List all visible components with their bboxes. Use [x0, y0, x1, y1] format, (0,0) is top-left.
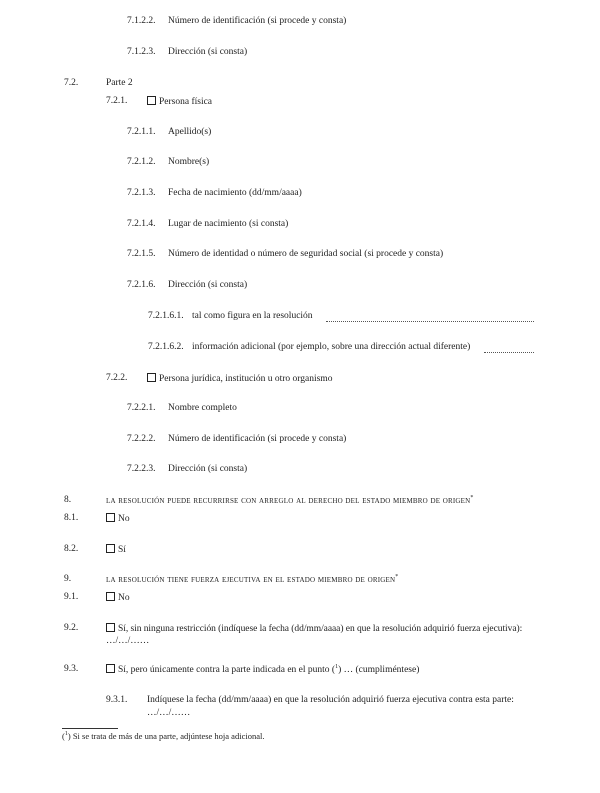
checkbox-ejecutiva-parte[interactable] [106, 664, 115, 673]
fill-in-line-7-2-1-6-1[interactable] [326, 321, 534, 322]
checkbox-persona-fisica[interactable] [147, 96, 156, 105]
item-8-1-number: 8.1. [64, 513, 79, 523]
item-7-2-1-6-2-label: información adicional (por ejemplo, sobre una dirección actual diferente) [192, 342, 471, 352]
item-7-2-2-3-label: Dirección (si consta) [168, 464, 248, 474]
item-7-2-2 [147, 373, 332, 384]
section-8-title [106, 495, 474, 506]
item-7-2-1-5-number: 7.2.1.5. [127, 249, 156, 259]
item-9-3-1-label: Indíquese la fecha (dd/mm/aaaa) en que la resolución adquirió fuerza ejecutiva contra esta parte: [147, 695, 514, 705]
item-7-2-1-2-number: 7.2.1.2. [127, 157, 156, 167]
item-9-3-1-number: 9.3.1. [106, 695, 128, 705]
item-7-1-2-2-label: Número de identificación (si procede y consta) [168, 16, 347, 26]
item-9-3 [106, 664, 419, 675]
item-8-2-label: Sí [118, 545, 126, 555]
item-7-2-2-3-number: 7.2.2.3. [127, 464, 156, 474]
item-7-2-1-1-number: 7.2.1.1. [127, 127, 156, 137]
footnote-text: Si se trata de más de una parte, adjúntese hoja adicional. [72, 731, 265, 741]
item-7-2-1-6-label: Dirección (si consta) [168, 280, 248, 290]
section-8-title-text: la resolución puede recurrirse con arreglo al derecho del estado miembro de origen [106, 496, 471, 507]
item-7-1-2-3-label: Dirección (si consta) [168, 47, 248, 57]
item-8-1-label: No [118, 514, 130, 524]
item-9-3-number: 9.3. [64, 664, 79, 674]
item-8-2-number: 8.2. [64, 544, 79, 554]
item-7-2-2-1-label: Nombre completo [168, 403, 237, 413]
item-9-2 [106, 623, 522, 634]
footnote-ref-1[interactable]: 1 [335, 664, 339, 670]
item-9-1-label: No [118, 593, 130, 603]
item-9-3-label-b: ) … (cumpliméntese) [338, 665, 420, 676]
section-9-asterisk: * [395, 574, 399, 580]
item-7-2-2-label: Persona jurídica, institución u otro organismo [159, 374, 333, 384]
item-7-2-1-4-number: 7.2.1.4. [127, 219, 156, 229]
footnote-mark: 1 [64, 731, 68, 738]
item-7-2-1-6-2-number: 7.2.1.6.2. [148, 342, 184, 352]
item-9-1-number: 9.1. [64, 592, 79, 602]
checkbox-ejecutiva-no[interactable] [106, 592, 115, 601]
section-8-number: 8. [64, 495, 72, 505]
section-8-asterisk: * [470, 495, 474, 501]
item-7-2-1-3-number: 7.2.1.3. [127, 188, 156, 198]
item-9-2-label: Sí, sin ninguna restricción (indíquese la fecha (dd/mm/aaaa) en que la resolución adquirió fuerza ejecutiva): [118, 624, 523, 634]
checkbox-recurso-no[interactable] [106, 513, 115, 522]
item-7-2-2-1-number: 7.2.2.1. [127, 403, 156, 413]
item-8-1 [106, 513, 130, 524]
item-7-2-2-2-label: Número de identificación (si procede y consta) [168, 434, 347, 444]
section-7-2-title: Parte 2 [106, 78, 133, 88]
footnote: ($^1$) Si se trata de más de una parte, adjúntese hoja adicional. [62, 731, 265, 741]
item-7-2-1-6-number: 7.2.1.6. [127, 280, 156, 290]
section-9-number: 9. [64, 574, 72, 584]
item-9-2-date-field[interactable]: …/…/…… [106, 636, 150, 646]
checkbox-recurso-si[interactable] [106, 544, 115, 553]
item-7-2-1-2-label: Nombre(s) [168, 157, 210, 167]
item-9-2-number: 9.2. [64, 623, 79, 633]
item-9-3-1-date-field[interactable]: …/…/…… [147, 708, 191, 718]
item-7-2-2-2-number: 7.2.2.2. [127, 434, 156, 444]
item-7-2-2-number: 7.2.2. [106, 373, 128, 383]
item-7-1-2-2-number: 7.1.2.2. [127, 16, 156, 26]
item-7-2-1-4-label: Lugar de nacimiento (si consta) [168, 219, 289, 229]
section-7-2-number: 7.2. [64, 78, 79, 88]
item-7-2-1-label: Persona física [159, 97, 213, 107]
item-9-1 [106, 592, 130, 603]
item-7-2-1-5-label: Número de identidad o número de seguridad social (si procede y consta) [168, 249, 444, 259]
item-7-2-1-6-1-number: 7.2.1.6.1. [148, 311, 184, 321]
fill-in-line-7-2-1-6-2[interactable] [484, 352, 534, 353]
item-7-2-1 [147, 96, 212, 107]
section-9-title-text: la resolución tiene fuerza ejecutiva en el estado miembro de origen [106, 575, 396, 586]
item-7-1-2-3-number: 7.1.2.3. [127, 47, 156, 57]
item-8-2 [106, 544, 126, 555]
checkbox-persona-juridica[interactable] [147, 373, 156, 382]
item-7-2-1-3-label: Fecha de nacimiento (dd/mm/aaaa) [168, 188, 302, 198]
section-9-title [106, 574, 398, 585]
item-9-3-label-a: Sí, pero únicamente contra la parte indicada en el punto ( [118, 665, 336, 676]
checkbox-ejecutiva-si-sin-restriccion[interactable] [106, 623, 115, 632]
item-7-2-1-6-1-label: tal como figura en la resolución [192, 311, 313, 321]
footnote-divider [62, 728, 118, 729]
item-7-2-1-1-label: Apellido(s) [168, 127, 212, 137]
item-7-2-1-number: 7.2.1. [106, 96, 128, 106]
